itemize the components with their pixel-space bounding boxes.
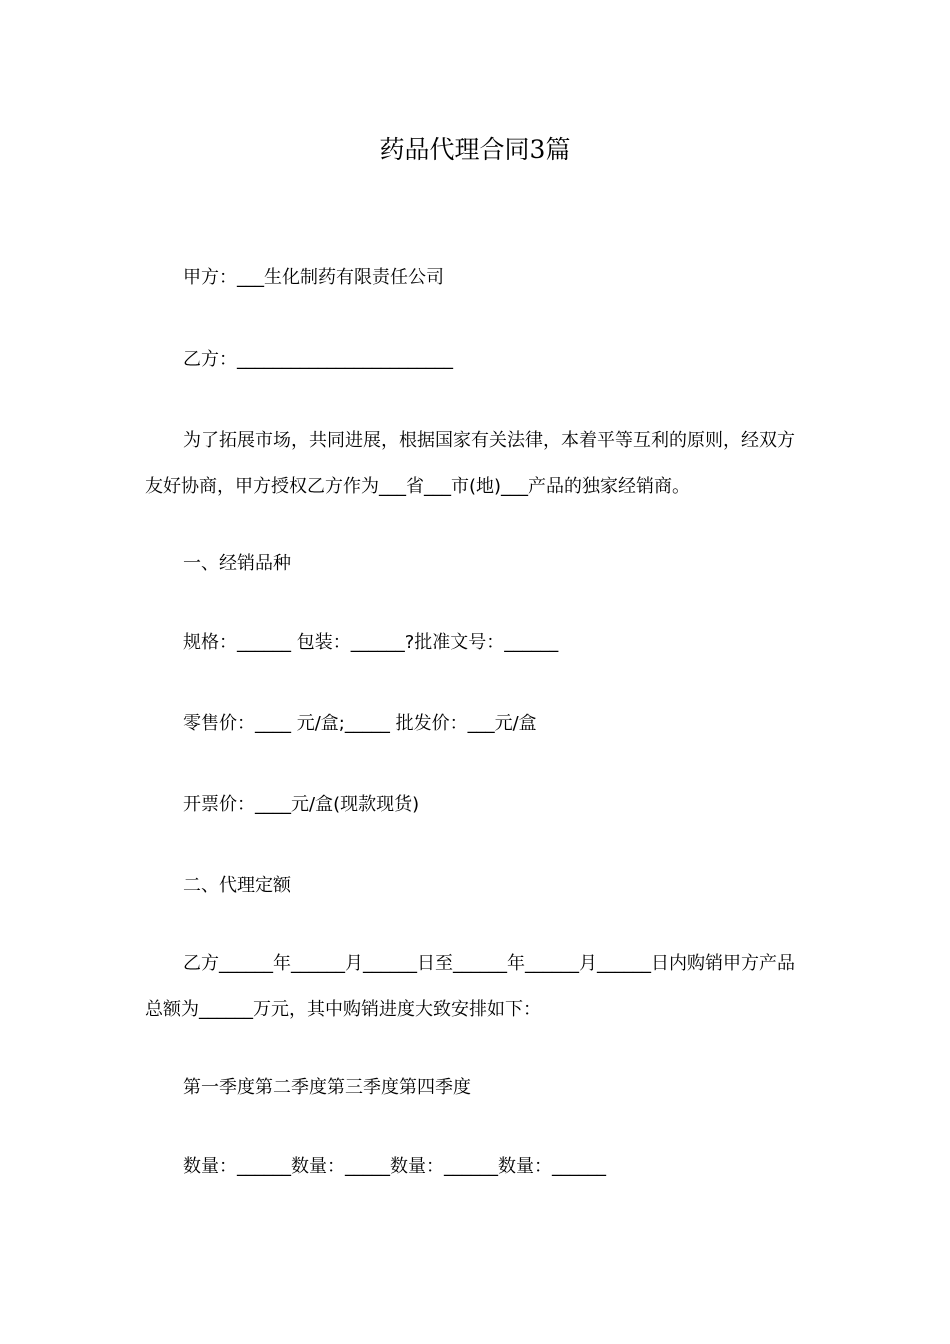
party-a-line: 甲方：___生化制药有限责任公司 — [183, 267, 444, 288]
section-heading-products: 一、经销品种 — [183, 553, 291, 574]
intro-paragraph: 为了拓展市场，共同进展，根据国家有关法律，本着平等互利的原则，经双方友好协商，甲方授权乙方作为___省___市(地)___产品的独家经销商。 — [145, 430, 795, 497]
spec-line: 规格：______ 包装：______?批准文号：______ — [183, 632, 559, 653]
document-title: 药品代理合同3篇 — [379, 135, 571, 164]
section-heading-quota: 二、代理定额 — [183, 875, 291, 896]
price-line: 零售价：____ 元/盒;_____ 批发价：___元/盒 — [183, 713, 537, 734]
invoice-price-line: 开票价：____元/盒(现款现货) — [183, 794, 420, 815]
quarters-line: 第一季度第二季度第三季度第四季度 — [183, 1077, 471, 1098]
party-b-line: 乙方：________________________ — [183, 349, 453, 370]
quota-paragraph: 乙方______年______月______日至______年______月______日内购销甲方产品总额为______万元，其中购销进度大致安排如下： — [145, 953, 795, 1020]
quantity-line: 数量：______数量：_____数量：______数量：______ — [183, 1156, 606, 1177]
